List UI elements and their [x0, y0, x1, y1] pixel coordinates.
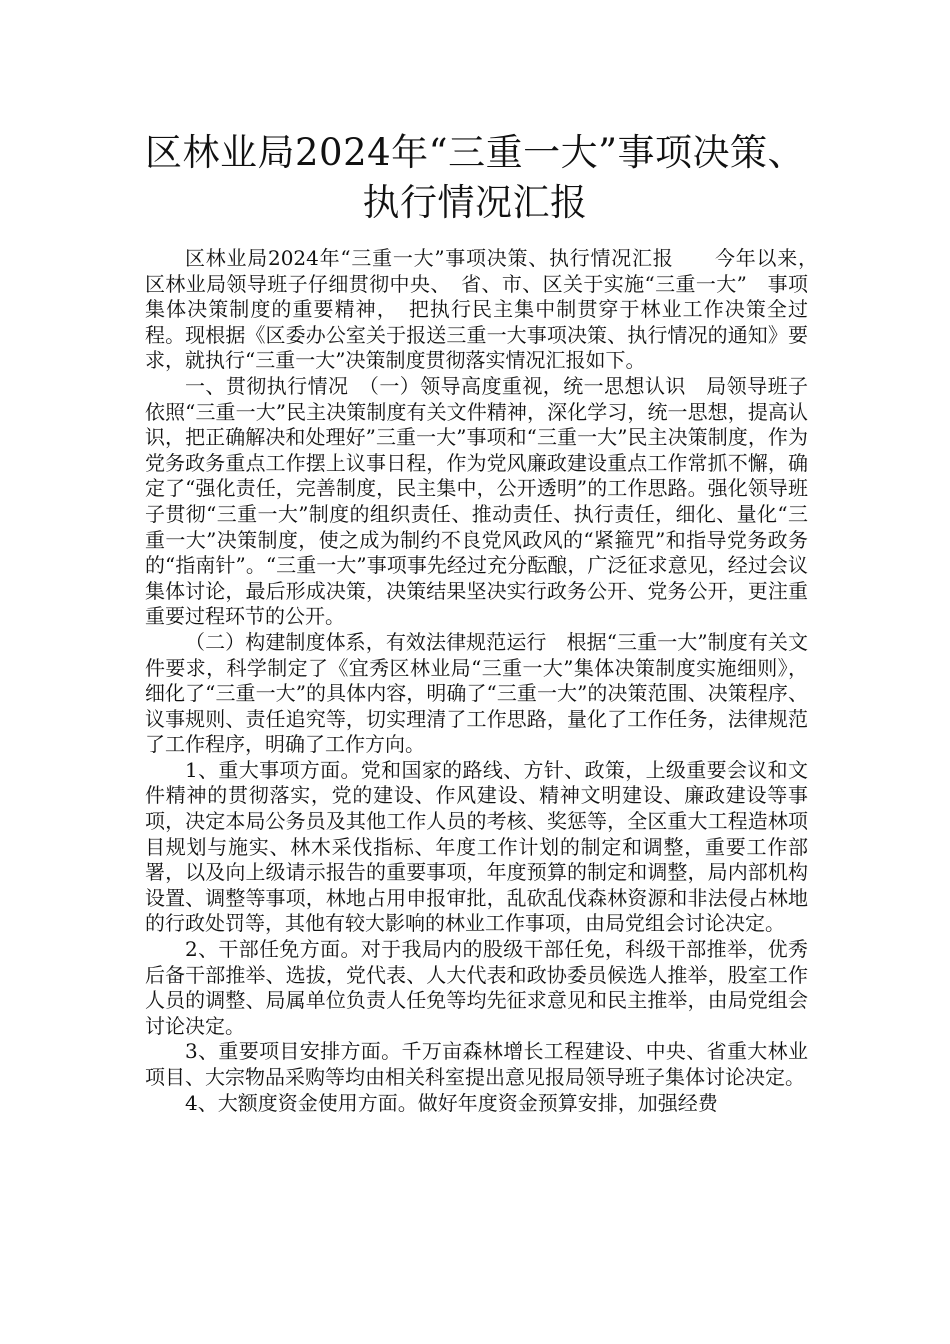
paragraph-item-4: 4、大额度资金使用方面。做好年度资金预算安排，加强经费 [185, 1090, 718, 1115]
title-line-1: 区林业局2024年“三重一大”事项决策、 [145, 131, 805, 174]
paragraph-section-2: （二）构建制度体系，有效法律规范运行 根据“三重一大”制度有关文件要求，科学制定了《宜秀区林业局“三重一大”集体决策制度实施细则》，细化了“三重一大”的具体内容，明确了“三重一大”的决策范围、决策程序、议事规则、责任追究等，切实理清了工作思路，量化了工作任务，法律规范了工作程序，明确了工作方向。 [145, 629, 808, 757]
paragraph-item-1: 1、重大事项方面。党和国家的路线、方针、政策，上级重要会议和文件精神的贯彻落实，党的建设、作风建设、精神文明建设、廉政建设等事项，决定本局公务员及其他工作人员的考核、奖惩等，全区重大工程造林项目规划与施实、林木采伐指标、年度工作计划的制定和调整，重要工作部署，以及向上级请示报告的重要事项，年度预算的制定和调整，局内部机构设置、调整等事项，林地占用申报审批，乱砍乱伐森林资源和非法侵占林地的行政处罚等，其他有较大影响的林业工作事项，由局党组会讨论决定。 [145, 757, 808, 936]
paragraph-section-1: 一、贯彻执行情况 （一）领导高度重视，统一思想认识 局领导班子依照“三重一大”民主决策制度有关文件精神，深化学习，统一思想，提高认识，把正确解决和处理好”三重一大”事项和“三重一大”民主决策制度，作为党务政务重点工作摆上议事日程，作为党风廉政建设重点工作常抓不懈，确定了“强化责任，完善制度，民主集中，公开透明”的工作思路。强化领导班子贯彻“三重一大”制度的组织责任、推动责任、执行责任，细化、量化“三重一大”决策制度，使之成为制约不良党风政风的“紧箍咒”和指导党务政务的“指南针”。“三重一大”事项事先经过充分酝酿，广泛征求意见，经过会议集体讨论，最后形成决策，决策结果坚决实行政务公开、党务公开，更注重重要过程环节的公开。 [145, 373, 808, 629]
title-line-2: 执行情况汇报 [362, 181, 588, 224]
document-title [100, 128, 850, 228]
paragraph-item-3: 3、重要项目安排方面。千万亩森林增长工程建设、中央、省重大林业项目、大宗物品采购等均由相关科室提出意见报局领导班子集体讨论决定。 [145, 1039, 808, 1089]
paragraph-intro: 区林业局2024年“三重一大”事项决策、执行情况汇报 今年以来， 区林业局领导班子仔细贯彻中央、 省、市、区关于实施“三重一大” 事项集体决策制度的重要精神， 把执行民主集中制贯穿于林业工作决策全过程。现根据《区委办公室关于报送三重一大事项决策、执行情况的通知》要求，就执行“三重一大”决策制度贯彻落实情况汇报如下。 [145, 246, 828, 373]
document-body [145, 246, 828, 1116]
paragraph-item-2: 2、干部任免方面。对于我局内的股级干部任免，科级干部推举，优秀后备干部推举、选拔，党代表、人大代表和政协委员候选人推举，股室工作人员的调整、局属单位负责人任免等均先征求意见和民主推举，由局党组会讨论决定。 [145, 937, 808, 1038]
